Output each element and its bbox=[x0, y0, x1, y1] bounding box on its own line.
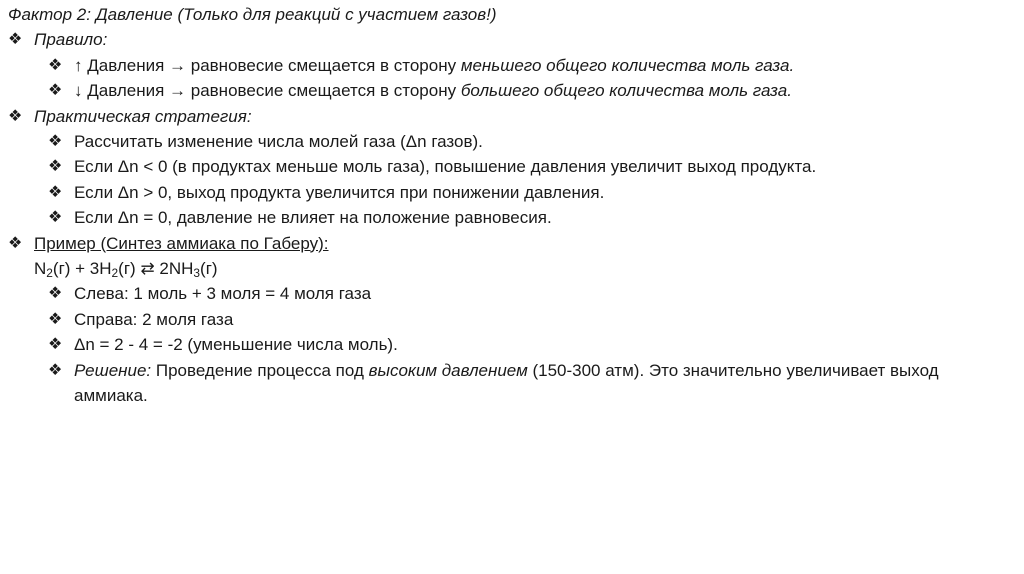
diamond-bullet-icon: ❖ bbox=[48, 361, 63, 379]
diamond-bullet-icon: ❖ bbox=[48, 336, 63, 354]
slide bbox=[8, 2, 1014, 409]
example-heading: Пример (Синтез аммиака по Габеру): bbox=[34, 233, 329, 253]
diamond-bullet-icon: ❖ bbox=[48, 158, 63, 176]
rule-item-prefix: ↓ Давления → равновесие смещается в сторону bbox=[74, 81, 461, 101]
strategy-item bbox=[8, 129, 1014, 154]
strategy-section bbox=[8, 104, 1014, 129]
rule-heading: Правило: bbox=[34, 30, 108, 50]
solution-part: Проведение процесса под bbox=[151, 360, 369, 380]
solution-label: Решение: bbox=[74, 360, 152, 380]
example-item-text: Δn = 2 - 4 = -2 (уменьшение числа моль). bbox=[74, 335, 398, 355]
rule-section bbox=[8, 27, 1014, 52]
formula-subscript: 2 bbox=[46, 266, 53, 281]
example-item bbox=[8, 281, 1014, 306]
strategy-item-text: Рассчитать изменение числа молей газа (Δn газов). bbox=[74, 132, 483, 152]
strategy-item bbox=[8, 154, 1014, 179]
diamond-bullet-icon: ❖ bbox=[48, 310, 63, 328]
reaction-equation bbox=[8, 256, 1014, 281]
rule-item-emphasis: большего общего количества моль газа. bbox=[460, 81, 792, 101]
formula-part: N bbox=[34, 259, 47, 279]
formula-part: (г) ⇄ 2NH bbox=[118, 259, 194, 279]
diamond-bullet-icon: ❖ bbox=[8, 31, 23, 49]
rule-item-emphasis: меньшего общего количества моль газа. bbox=[460, 55, 795, 75]
diamond-bullet-icon: ❖ bbox=[48, 209, 63, 227]
solution-item bbox=[8, 358, 1014, 409]
solution-part: (150-300 атм). Это значительно увеличивает выход аммиака. bbox=[74, 360, 939, 406]
solution-emphasis: высоким давлением bbox=[368, 360, 528, 380]
formula-subscript: 2 bbox=[111, 266, 119, 281]
example-section bbox=[8, 231, 1014, 256]
example-item bbox=[8, 332, 1014, 357]
diamond-bullet-icon: ❖ bbox=[48, 285, 63, 303]
example-item bbox=[8, 307, 1014, 332]
strategy-item bbox=[8, 180, 1014, 205]
rule-item-text bbox=[74, 53, 1014, 78]
rule-item bbox=[8, 53, 1014, 78]
rule-item bbox=[8, 78, 1014, 103]
diamond-bullet-icon: ❖ bbox=[48, 183, 63, 201]
strategy-item-text: Если Δn < 0 (в продуктах меньше моль газа), повышение давления увеличит выход продукта. bbox=[74, 157, 817, 177]
example-item-text: Справа: 2 моля газа bbox=[74, 309, 234, 329]
strategy-item bbox=[8, 205, 1014, 230]
diamond-bullet-icon: ❖ bbox=[48, 82, 63, 100]
formula-subscript: 3 bbox=[193, 266, 201, 281]
diamond-bullet-icon: ❖ bbox=[8, 107, 23, 125]
diamond-bullet-icon: ❖ bbox=[48, 56, 63, 74]
solution-text bbox=[74, 358, 1014, 409]
rule-item-text bbox=[74, 78, 1014, 103]
example-item-text: Слева: 1 моль + 3 моля = 4 моля газа bbox=[74, 284, 372, 304]
slide-title: Фактор 2: Давление (Только для реакций с участием газов!) bbox=[8, 5, 497, 24]
strategy-item-text: Если Δn = 0, давление не влияет на положение равновесия. bbox=[74, 208, 552, 228]
formula-part: (г) + 3H bbox=[52, 259, 112, 279]
diamond-bullet-icon: ❖ bbox=[8, 234, 23, 252]
formula-part: (г) bbox=[200, 259, 218, 279]
diamond-bullet-icon: ❖ bbox=[48, 133, 63, 151]
strategy-item-text: Если Δn > 0, выход продукта увеличится при понижении давления. bbox=[74, 182, 605, 202]
rule-item-prefix: ↑ Давления → равновесие смещается в сторону bbox=[74, 55, 461, 75]
strategy-heading: Практическая стратегия: bbox=[34, 106, 252, 126]
